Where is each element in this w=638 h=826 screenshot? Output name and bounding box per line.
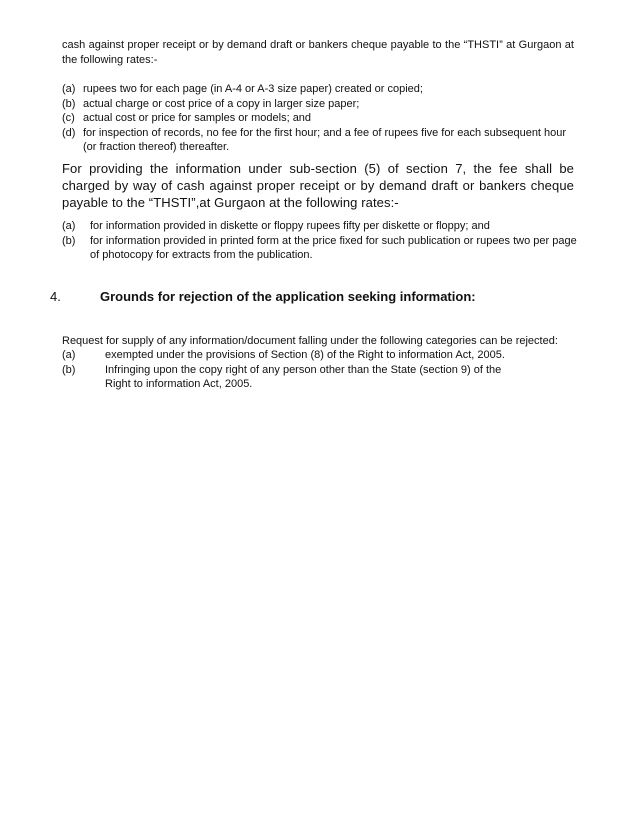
list-item xyxy=(62,111,582,126)
list-item xyxy=(62,97,582,112)
rates-list xyxy=(62,82,582,155)
list-item-label: (b) xyxy=(62,363,76,376)
list-item-text: actual charge or cost price of a copy in larger size paper; xyxy=(83,97,360,110)
list-item-text: rupees two for each page (in A-4 or A-3 size paper) created or copied; xyxy=(83,83,423,95)
list-item-text: for information provided in diskette or floppy rupees fifty per diskette or floppy; and xyxy=(90,220,490,232)
list-item xyxy=(62,348,582,363)
list-item-text: exempted under the provisions of Section (8) of the Right to information Act, 2005. xyxy=(105,349,505,361)
list-item-label: (a) xyxy=(62,349,76,361)
list-item-label: (c) xyxy=(62,112,75,124)
list-item-label: (b) xyxy=(62,234,76,247)
list-item-label: (a) xyxy=(62,83,76,95)
list-item-text: Infringing upon the copy right of any person other than the State (section 9) of the Right to information Act, 2005. xyxy=(105,363,502,390)
list-item-label: (b) xyxy=(62,97,76,110)
list-item-text: for inspection of records, no fee for the first hour; and a fee of rupees five for each subsequent hour (or fraction thereof) thereafter. xyxy=(83,126,567,153)
list-item-label: (a) xyxy=(62,220,76,232)
list-item xyxy=(62,363,582,392)
intro-paragraph: cash against proper receipt or by demand draft or bankers cheque payable to the “THSTI” at Gurgaon at the following rates:- xyxy=(62,39,574,66)
section-number: 4. xyxy=(50,289,61,304)
list-item-text: actual cost or price for samples or models; and xyxy=(83,112,312,124)
list-item xyxy=(62,82,582,97)
section7-list xyxy=(62,219,582,263)
section7-paragraph: For providing the information under sub-section (5) of section 7, the fee shall be charged by way of cash against proper receipt or by demand draft or bankers cheque payable to the “THSTI”,at Gurgaon at the following rates:- xyxy=(62,161,574,210)
list-item xyxy=(62,126,582,155)
section-title: Grounds for rejection of the application seeking information: xyxy=(100,289,476,304)
list-item xyxy=(62,234,582,263)
rejection-list xyxy=(62,348,582,392)
list-item-label: (d) xyxy=(62,126,76,139)
rejection-intro: Request for supply of any information/document falling under the following categories can be rejected: xyxy=(62,335,558,347)
list-item-text: for information provided in printed form at the price fixed for such publication or rupees two per page of photocopy for extracts from the publication. xyxy=(90,234,577,261)
list-item xyxy=(62,219,582,234)
